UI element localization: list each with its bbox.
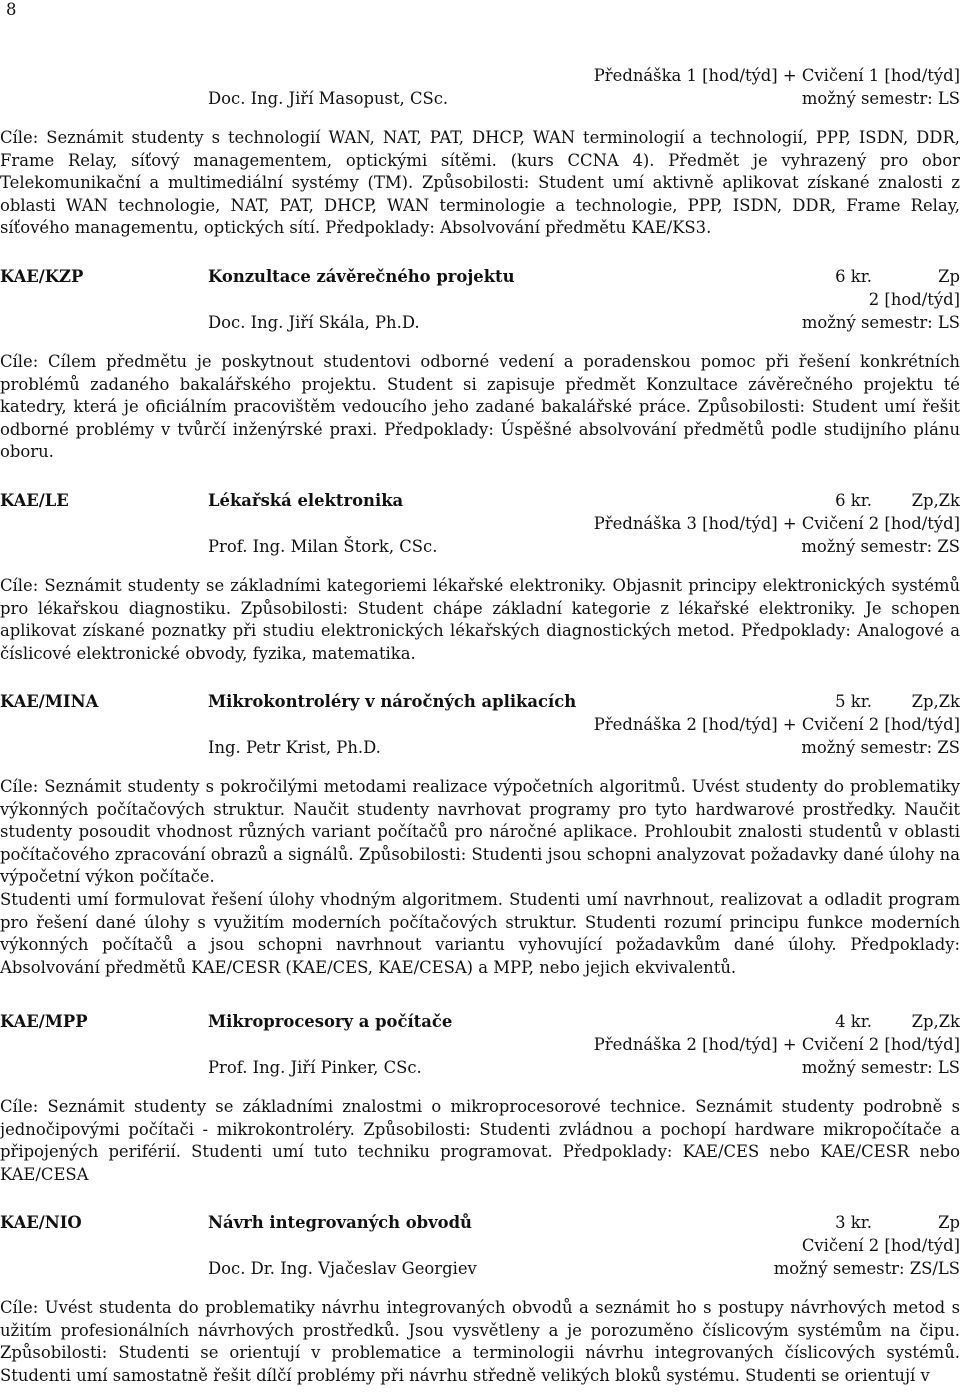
- course-semester: možný semestr: ZS: [801, 537, 960, 556]
- course-teacher: Doc. Ing. Jiří Skála, Ph.D.: [208, 313, 420, 332]
- course-hours: 2 [hod/týd]: [868, 290, 960, 309]
- course-credits: 6 kr.: [835, 267, 872, 286]
- course-block-nio: [0, 1213, 960, 1387]
- course-teacher: Prof. Ing. Milan Štork, CSc.: [208, 537, 438, 556]
- course-description: Cíle: Uvést studenta do problematiky návrhu integrovaných obvodů a seznámit ho s postupy návrhových metod s užitím profesionálních návrhových prostředků. Jsou vysvětleny a je porozuměno číslicovým systémům na čipu. Způsobilosti: Studenti se orientují v problematice a terminologii návrhu integrovaných číslicových systémů. Studenti umí samostatně řešit dílčí problémy při návrhu středně velikých bloků systému. Studenti se orientují v: [0, 1298, 960, 1385]
- course-teacher-row: [0, 738, 960, 761]
- course-code: KAE/KZP: [0, 267, 84, 286]
- course-block-kzp: [0, 267, 960, 464]
- course-teacher: Ing. Petr Krist, Ph.D.: [208, 738, 381, 757]
- course-block-mina: [0, 692, 960, 979]
- course-teacher: Doc. Dr. Ing. Vjačeslav Georgiev: [208, 1259, 477, 1278]
- course-hours-row: [0, 290, 960, 313]
- course-exam: Zp,Zk: [911, 491, 960, 510]
- course-hours-row: [0, 715, 960, 738]
- course-title: Mikrokontroléry v náročných aplikacích: [208, 692, 577, 711]
- course-teacher-row: [0, 537, 960, 560]
- course-header-row: [0, 692, 960, 715]
- course-hours-row: [0, 514, 960, 537]
- course-description: Cíle: Seznámit studenty s technologií WAN, NAT, PAT, DHCP, WAN terminologií a technologií, PPP, ISDN, DDR, Frame Relay, síťový managementem, optickými sítěmi. (kurs CCNA 4). Předmět je vyhrazený pro obor Telekomunikační a multimediální systémy (TM). Způsobilosti: Student umí aktivně aplikovat získané znalosti z oblasti WAN technologie, NAT, PAT, DHCP, WAN terminologie a technologie, PPP, ISDN, DDR, Frame Relay, síťového managementu, optických sítí. Předpoklady: Absolvování předmětu KAE/KS3.: [0, 128, 960, 238]
- course-hours: Přednáška 1 [hod/týd] + Cvičení 1 [hod/týd]: [593, 66, 960, 85]
- course-header-row: [0, 1213, 960, 1236]
- course-exam: Zp: [938, 1213, 960, 1232]
- course-exam: Zp,Zk: [911, 1012, 960, 1031]
- course-block-mpp: [0, 1012, 960, 1186]
- course-credits: 4 kr.: [835, 1012, 872, 1031]
- course-block-le: [0, 491, 960, 665]
- course-credits: 6 kr.: [835, 491, 872, 510]
- course-header-row: [0, 1012, 960, 1035]
- course-title: Mikroprocesory a počítače: [208, 1012, 453, 1031]
- course-hours-row: [0, 66, 960, 89]
- course-description: Cíle: Seznámit studenty se základními kategoriemi lékařské elektroniky. Objasnit principy elektronických systémů pro lékařskou diagnostiku. Způsobilosti: Student chápe základní kategorie z lékařské elektroniky. Je schopen aplikovat získané poznatky při studiu elektronických lékařských diagnostických metod. Předpoklady: Analogové a číslicové elektronické obvody, fyzika, matematika.: [0, 576, 960, 663]
- course-block-continued: [0, 66, 960, 240]
- course-title: Konzultace závěrečného projektu: [208, 267, 515, 286]
- course-teacher-row: [0, 313, 960, 336]
- course-description: Cíle: Cílem předmětu je poskytnout studentovi odborné vedení a poradenskou pomoc při řešení konkrétních problémů zadaného bakalářského projektu. Student si zapisuje předmět Konzultace závěrečného projektu té katedry, která je oficiálním pracovištěm vedoucího jeho zadané bakalářské práce. Způsobilosti: Student umí řešit odborné problémy v tvůrčí inženýrské praxi. Předpoklady: Úspěšné absolvování předmětů podle studijního plánu oboru.: [0, 352, 960, 462]
- course-code: KAE/MINA: [0, 692, 99, 711]
- course-exam: Zp,Zk: [911, 692, 960, 711]
- course-code: KAE/LE: [0, 491, 69, 510]
- course-code: KAE/MPP: [0, 1012, 88, 1031]
- course-teacher-row: [0, 1259, 960, 1282]
- course-hours-row: [0, 1035, 960, 1058]
- course-teacher: Prof. Ing. Jiří Pinker, CSc.: [208, 1058, 422, 1077]
- course-exam: Zp: [938, 267, 960, 286]
- course-hours: Přednáška 3 [hod/týd] + Cvičení 2 [hod/týd]: [593, 514, 960, 533]
- course-semester: možný semestr: ZS: [801, 738, 960, 757]
- course-hours-row: [0, 1236, 960, 1259]
- course-hours: Přednáška 2 [hod/týd] + Cvičení 2 [hod/týd]: [593, 1035, 960, 1054]
- course-teacher: Doc. Ing. Jiří Masopust, CSc.: [208, 89, 449, 108]
- course-description: Cíle: Seznámit studenty se základními znalostmi o mikroprocesorové technice. Seznámit studenty podrobně s jednočipovými počítači - mikrokontroléry. Způsobilosti: Studenti zvládnou a pochopí hardware mikropočítače a připojených periférií. Studenti umí tuto techniku programovat. Předpoklady: KAE/CES nebo KAE/CESR nebo KAE/CESA: [0, 1097, 960, 1184]
- course-description: Cíle: Seznámit studenty s pokročilými metodami realizace výpočetních algoritmů. Uvést studenty do problematiky výkonných počítačových struktur. Naučit studenty navrhovat programy pro tyto hardwarové prostředky. Naučit studenty posoudit vhodnost různých variant počítačů pro náročné aplikace. Prohloubit znalosti studentů v oblasti počítačového zpracování obrazů a signálů. Způsobilosti: Studenti jsou schopni analyzovat požadavky dané úlohy na výpočetní výkon počítače. Studenti umí formulovat řešení úlohy vhodným algoritmem. Studenti umí navrhnout, realizovat a odladit program pro řešení dané úlohy s využitím moderních počítačových struktur. Studenti rozumí principu funkce moderních výkonných počítačů a jsou schopni navrhnout variantu vyhovující požadavkům dané úlohy. Předpoklady: Absolvování předmětů KAE/CESR (KAE/CES, KAE/CESA) a MPP, nebo jejich ekvivalentů.: [0, 777, 960, 977]
- course-teacher-row: [0, 89, 960, 112]
- page-number: 8: [6, 0, 17, 19]
- course-title: Návrh integrovaných obvodů: [208, 1213, 472, 1232]
- course-teacher-row: [0, 1058, 960, 1081]
- course-semester: možný semestr: ZS/LS: [773, 1259, 960, 1278]
- course-code: KAE/NIO: [0, 1213, 82, 1232]
- course-header-row: [0, 267, 960, 290]
- course-hours: Cvičení 2 [hod/týd]: [801, 1236, 960, 1255]
- course-title: Lékařská elektronika: [208, 491, 404, 510]
- course-semester: možný semestr: LS: [801, 313, 960, 332]
- course-credits: 5 kr.: [835, 692, 872, 711]
- course-hours: Přednáška 2 [hod/týd] + Cvičení 2 [hod/týd]: [593, 715, 960, 734]
- course-semester: možný semestr: LS: [801, 89, 960, 108]
- course-credits: 3 kr.: [835, 1213, 872, 1232]
- course-semester: možný semestr: LS: [801, 1058, 960, 1077]
- course-header-row: [0, 491, 960, 514]
